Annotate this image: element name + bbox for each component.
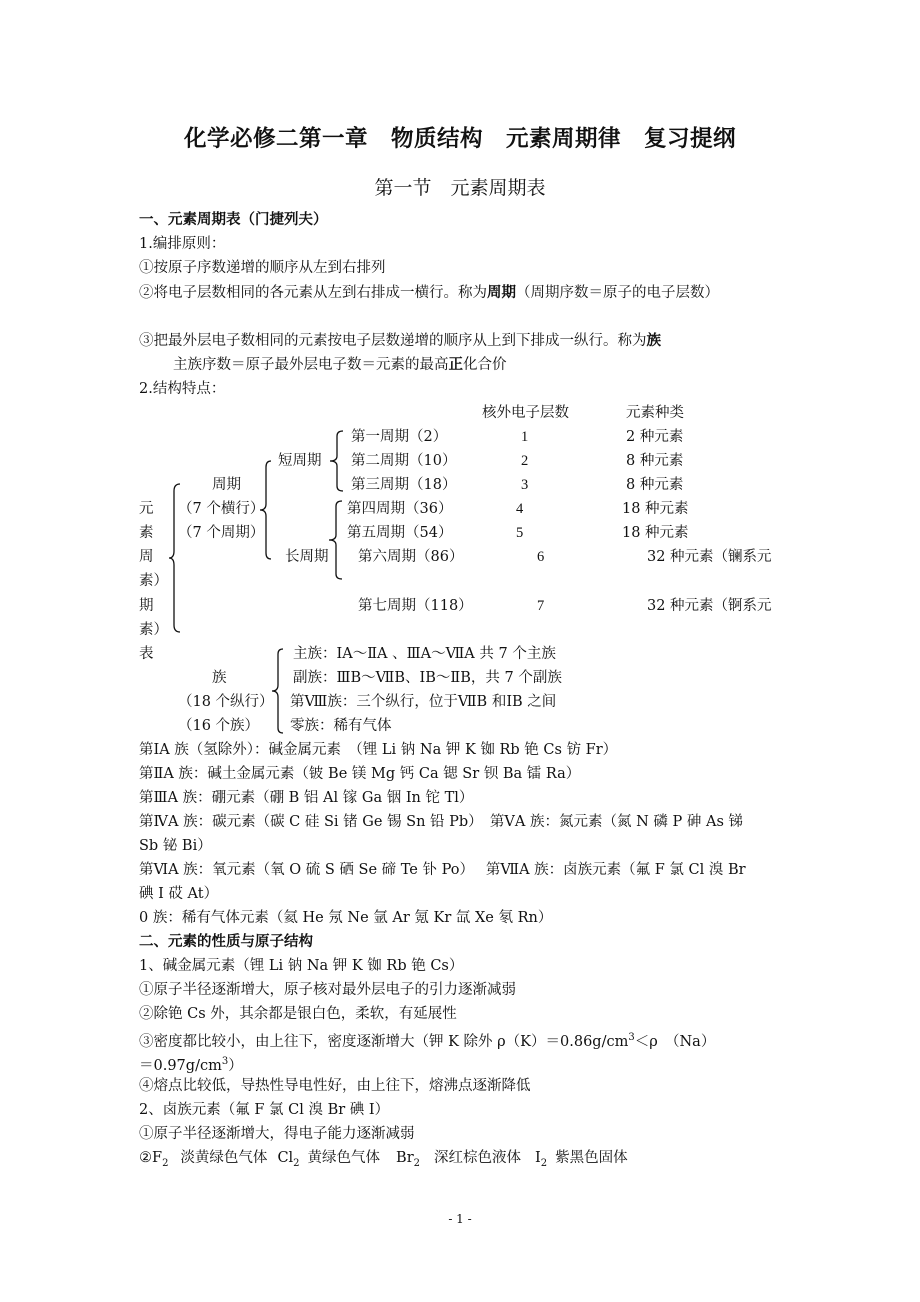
period-name: 第七周期（118） xyxy=(358,598,473,614)
period-shells: 1 xyxy=(521,429,529,445)
root-char: 素） xyxy=(139,622,168,638)
period-kinds: 8 种元素 xyxy=(626,453,684,469)
period-name: 第二周期（10） xyxy=(351,453,457,469)
period-kinds: 2 种元素 xyxy=(626,429,684,445)
period-kinds: 32 种元素（锕系元 xyxy=(647,598,772,614)
root-char: 期 xyxy=(139,598,154,614)
alkali-point-3-cont xyxy=(139,1053,243,1075)
rule-1: ①按原子序数递增的顺序从左到右排列 xyxy=(139,260,386,276)
group-count: （16 个族） xyxy=(178,718,260,734)
halogen-formula: $Br_2$ xyxy=(396,1150,421,1169)
alkali-point-2: ②除铯 Cs 外，其余都是银白色，柔软，有延展性 xyxy=(139,1006,457,1022)
halogen-desc: 淡黄绿色气体 xyxy=(180,1150,268,1166)
period-kinds: 18 种元素 xyxy=(622,501,689,517)
principle-heading: 1.编排原则： xyxy=(139,236,226,252)
section-subtitle: 第一节 元素周期表 xyxy=(374,177,546,199)
rule-3 xyxy=(139,332,661,350)
period-name: 第四周期（36） xyxy=(347,501,453,517)
section-1-heading: 一、元素周期表（门捷列夫） xyxy=(139,211,328,228)
halogen-title: 2、卤族元素（氟 F 氯 Cl 溴 Br 碘 I） xyxy=(139,1102,390,1118)
period-name: 第三周期（18） xyxy=(351,477,457,493)
short-period-brace xyxy=(329,430,345,492)
superscript: 3 xyxy=(221,1056,229,1067)
superscript: 3 xyxy=(628,1032,635,1043)
alkali-point-3-cont-text: ＝0.97g/cm xyxy=(139,1057,222,1074)
group-sub: 副族：ⅢB～ⅦB、ⅠB～ⅡB，共 7 个副族 xyxy=(293,670,562,686)
family-line: 第ⅠA 族（氢除外）：碱金属元素 （锂 Li 钠 Na 钾 K 铷 Rb 铯 Cs 钫 Fr） xyxy=(139,742,618,758)
col-header-shells: 核外电子层数 xyxy=(482,405,569,421)
root-char: 元 xyxy=(139,501,154,517)
family-line: 第ⅡA 族：碱土金属元素（铍 Be 镁 Mg 钙 Ca 锶 Sr 钡 Ba 镭 Ra） xyxy=(139,766,581,782)
halogen-desc: 紫黑色固体 xyxy=(555,1150,628,1166)
rule-2-text: ②将电子层数相同的各元素从左到右排成一横行。称为 xyxy=(139,285,487,301)
group-main: 主族：ⅠA～ⅡA 、ⅢA～ⅦA 共 7 个主族 xyxy=(293,646,556,662)
rule-2-note: （周期序数＝原子的电子层数） xyxy=(516,285,719,301)
alkali-point-1: ①原子半径逐渐增大，原子核对最外层电子的引力逐渐减弱 xyxy=(139,982,516,998)
halogen-desc: 黄绿色气体 xyxy=(307,1150,381,1166)
long-period-label: 长周期 xyxy=(285,549,329,565)
group-label: 族 xyxy=(212,670,227,686)
rule-4-text: 主族序数＝原子最外层电子数＝元素的最高 xyxy=(173,357,449,373)
period-shells: 5 xyxy=(516,525,524,541)
structure-heading: 2.结构特点： xyxy=(139,381,226,397)
period-name: 第五周期（54） xyxy=(347,525,453,541)
family-line: 碘 I 砹 At） xyxy=(139,886,219,902)
rule-4-tail: 化合价 xyxy=(463,357,507,373)
group-cols: （18 个纵行） xyxy=(178,694,274,710)
rule-2 xyxy=(139,284,719,302)
period-kinds: 32 种元素（镧系元 xyxy=(647,549,772,565)
period-kinds: 8 种元素 xyxy=(626,477,684,493)
halogen-formula: $I_2$ xyxy=(535,1150,548,1169)
alkali-point-3-tail: ＜ρ （Na） xyxy=(634,1033,716,1050)
page-number: - 1 - xyxy=(448,1212,472,1226)
halogen-point-1: ①原子半径逐渐增大，得电子能力逐渐减弱 xyxy=(139,1126,415,1142)
family-line: Sb 铋 Bi） xyxy=(139,838,212,854)
period-name: 第一周期（2） xyxy=(351,429,448,445)
rule-4 xyxy=(173,356,507,374)
family-line: 0 族：稀有气体元素（氦 He 氖 Ne 氩 Ar 氪 Kr 氙 Xe 氡 Rn） xyxy=(139,910,553,926)
alkali-point-3 xyxy=(139,1029,715,1051)
halogen-formula: $②F_2$ xyxy=(139,1150,169,1169)
root-char: 素） xyxy=(139,573,168,589)
group-brace xyxy=(271,648,285,734)
alkali-point-3-text: ③密度都比较小，由上往下，密度逐渐增大（钾 K 除外 ρ（K）＝0.86g/cm xyxy=(139,1033,629,1050)
root-char: 表 xyxy=(139,646,154,662)
root-char: 素 xyxy=(139,525,154,541)
period-shells: 7 xyxy=(537,598,545,614)
group-eight: 第Ⅷ族：三个纵行，位于ⅦB 和ⅠB 之间 xyxy=(290,694,557,710)
section-2-heading: 二、元素的性质与原子结构 xyxy=(139,933,313,950)
period-kinds: 18 种元素 xyxy=(622,525,689,541)
period-shells: 6 xyxy=(537,549,545,565)
rule-4-emph: 正 xyxy=(448,356,463,373)
group-zero: 零族：稀有气体 xyxy=(290,718,392,734)
alkali-title: 1、碱金属元素（锂 Li 钠 Na 钾 K 铷 Rb 铯 Cs） xyxy=(139,958,464,974)
halogen-desc: 深红棕色液体 xyxy=(434,1150,522,1166)
alkali-point-3-close: ） xyxy=(228,1057,243,1074)
family-line: 第ⅣA 族：碳元素（碳 C 硅 Si 锗 Ge 锡 Sn 铅 Pb） 第ⅤA 族：氮元素（氮 N 磷 P 砷 As 锑 xyxy=(139,814,743,830)
family-line: 第ⅥA 族：氧元素（氧 O 硫 S 硒 Se 碲 Te 钋 Po） 第ⅦA 族：卤族元素（氟 F 氯 Cl 溴 Br xyxy=(139,862,746,878)
period-label: 周期 xyxy=(212,477,241,493)
document-title: 化学必修二第一章 物质结构 元素周期律 复习提纲 xyxy=(183,126,736,152)
period-count: （7 个周期） xyxy=(178,525,265,541)
period-shells: 2 xyxy=(521,453,529,469)
period-rows: （7 个横行） xyxy=(178,501,265,517)
short-period-label: 短周期 xyxy=(278,453,322,469)
rule-3-term: 族 xyxy=(646,332,661,349)
period-name: 第六周期（86） xyxy=(358,549,464,565)
root-char: 周 xyxy=(139,549,154,565)
period-shells: 3 xyxy=(521,477,529,493)
halogen-formula: $Cl_2$ xyxy=(277,1150,300,1169)
long-period-brace xyxy=(328,500,344,580)
family-line: 第ⅢA 族：硼元素（硼 B 铝 Al 镓 Ga 铟 In 铊 Tl） xyxy=(139,790,474,806)
rule-3-text: ③把最外层电子数相同的元素按电子层数递增的顺序从上到下排成一纵行。称为 xyxy=(139,333,647,349)
alkali-point-4: ④熔点比较低，导热性导电性好，由上往下，熔沸点逐渐降低 xyxy=(139,1078,531,1094)
halogen-point-2 xyxy=(139,1149,628,1173)
period-shells: 4 xyxy=(516,501,524,517)
period-brace xyxy=(259,460,273,560)
rule-2-term: 周期 xyxy=(487,284,516,301)
col-header-kinds: 元素种类 xyxy=(626,405,684,421)
